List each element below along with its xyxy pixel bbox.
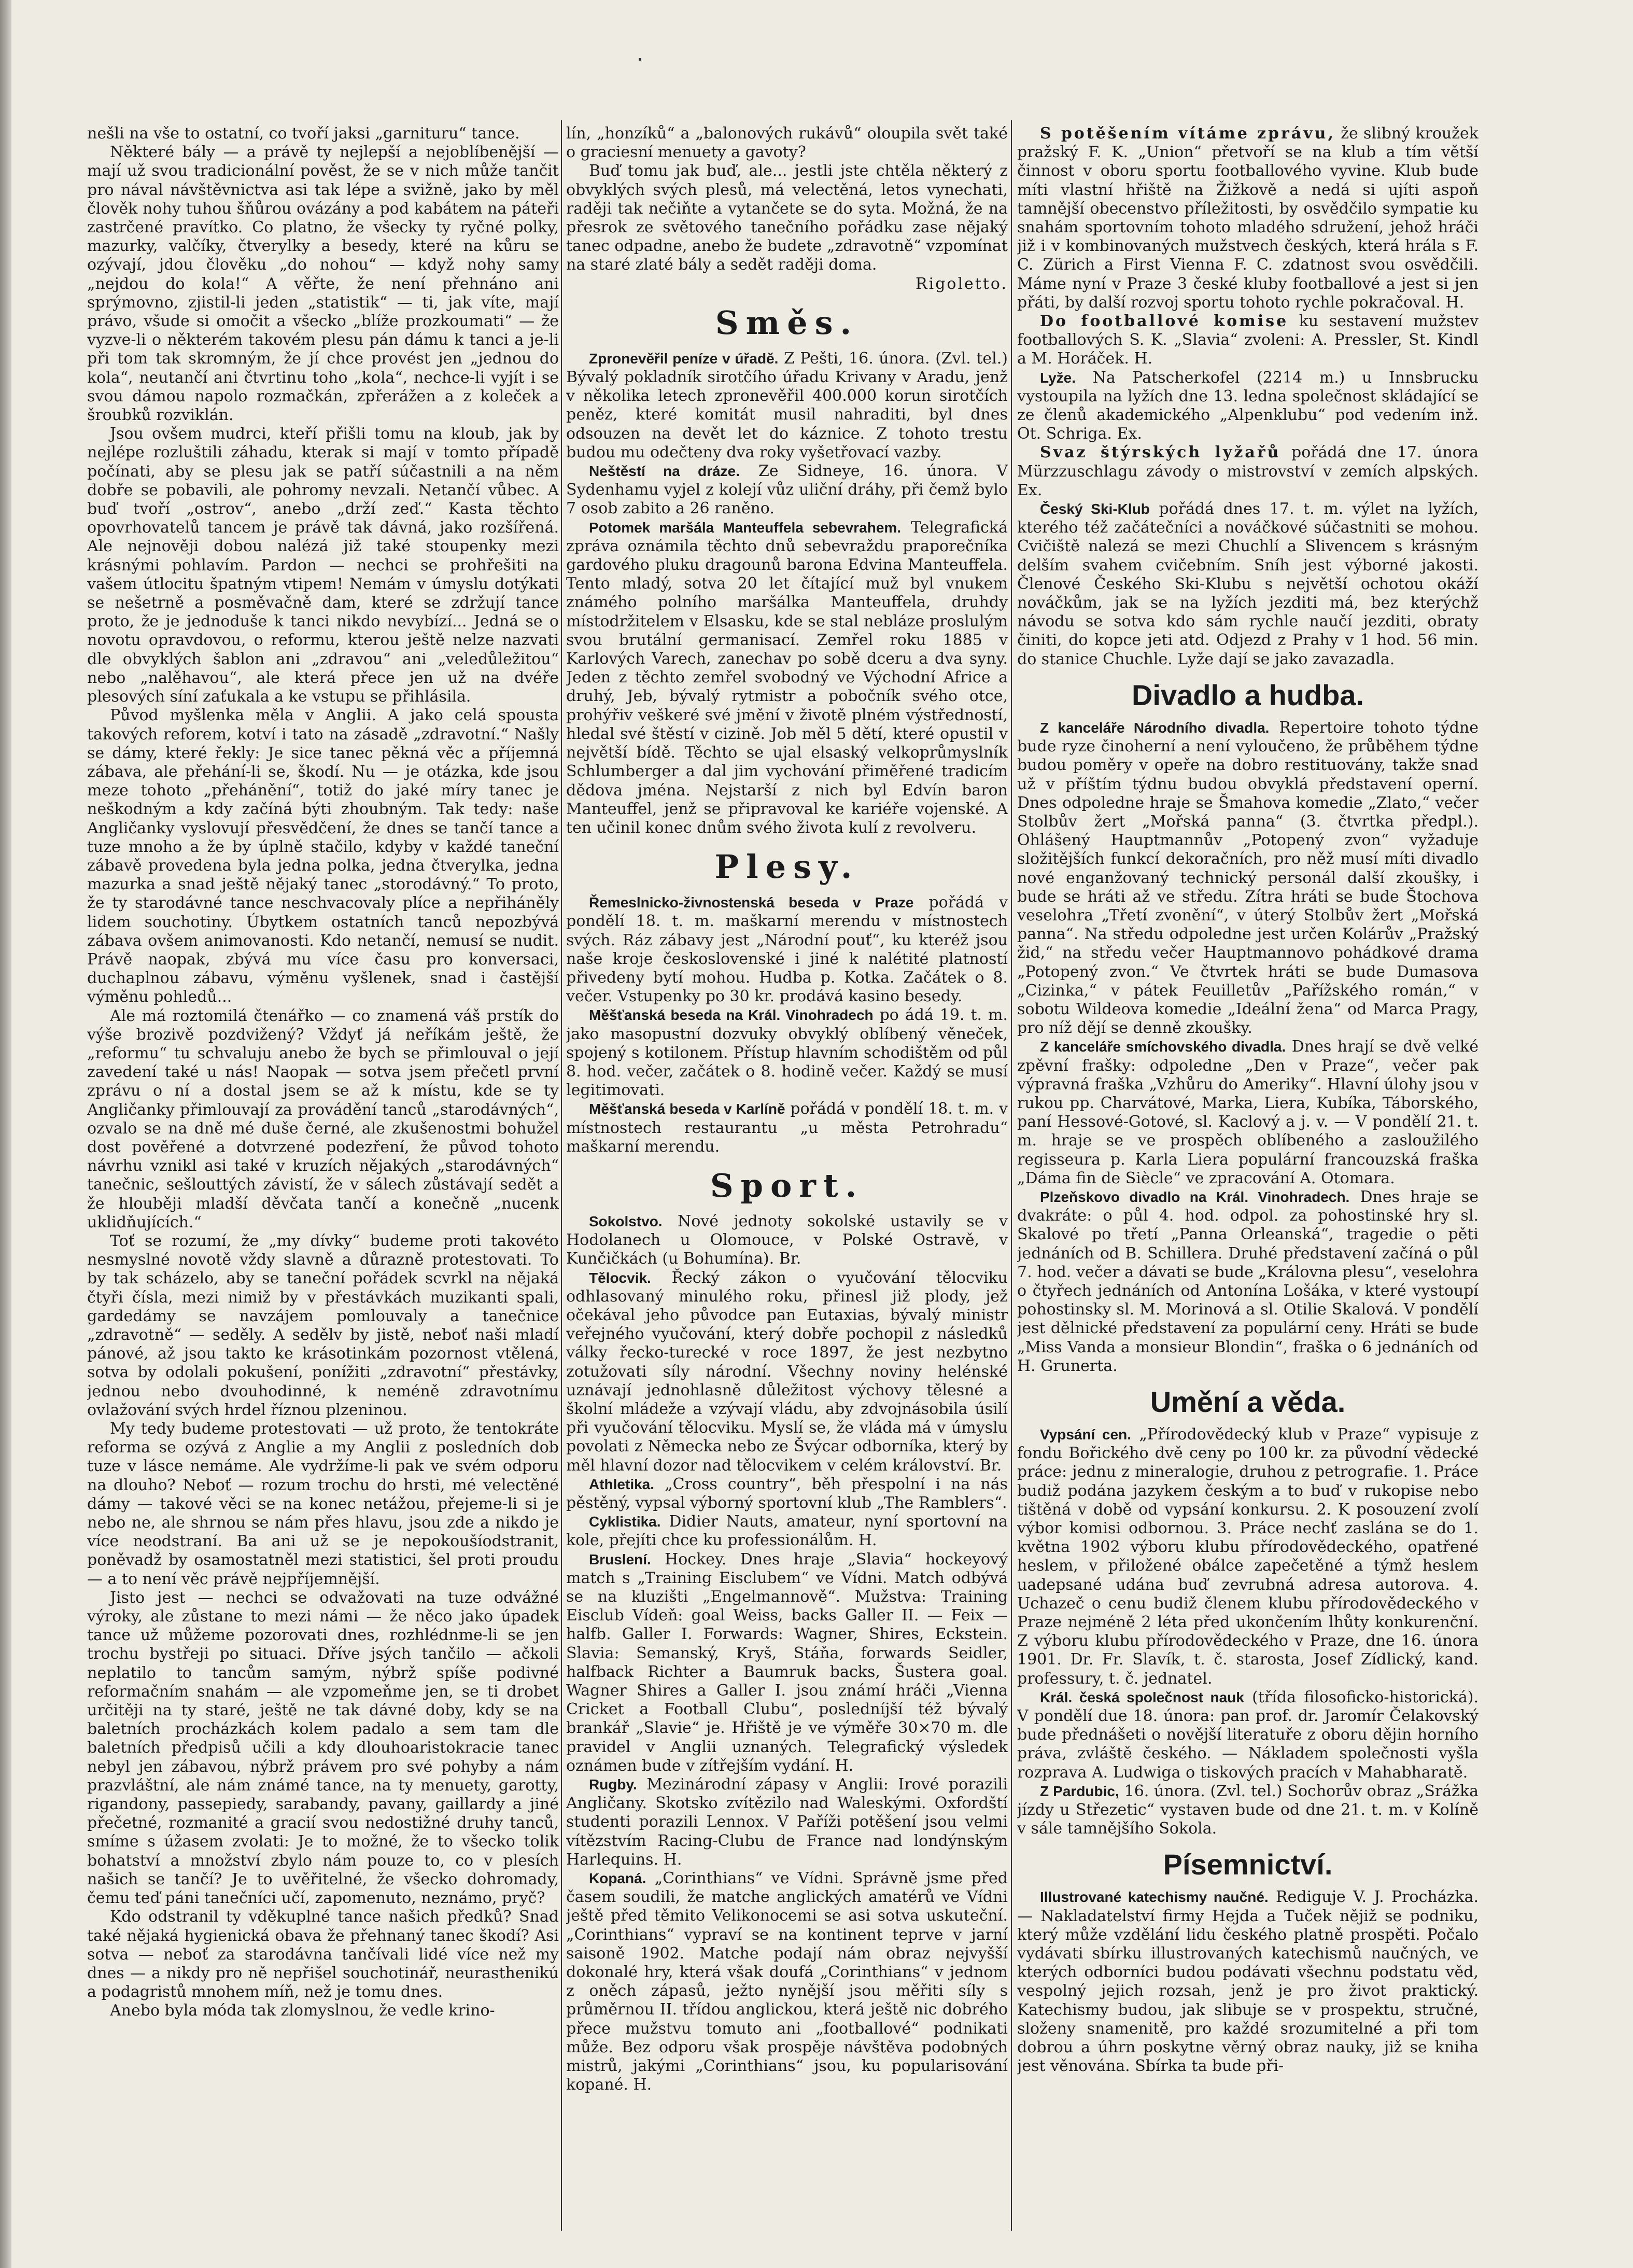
news-text: „Cross country“, běh přespolní i na nás pěstěný, vypsal výborný sportovní klub „The Ramblers“. — [566, 1475, 1008, 1512]
news-text: že slibný kroužek pražský F. K. „Union“ přetvoří se na klub a tím větší činnost v oboru sportu footballového vyvine. Klub bude míti vlastní hřiště na Žižkově a nedá si ujíti aspoň tamnější obecenstvo příležitosti, by osvědčilo sympatie ku snahám sportovním tohoto mladého sdružení, jehož hráči již i v kombinovaných mužstvech českých, která hrála s F. C. Zürich a First Vienna F. C. zdatnost svou osvědčili. Máme nyní v Praze 3 české kluby footballové a jest si jen přáti, by další rozvoj sportu tohoto rychle pokračoval. — [1017, 124, 1479, 312]
news-item — [566, 1212, 1008, 1269]
news-item — [1017, 1425, 1479, 1688]
news-item — [1017, 719, 1479, 1038]
news-lead: Vypsání cen. — [1040, 1426, 1131, 1443]
news-lead: Měšťanská beseda na Král. Vinohradech — [589, 1007, 874, 1024]
paragraph: Jisto jest — nechci se odvažovati na tuze odvážné výroky, ale zůstane to mezi námi — že něco jako úpadek tance už můžeme pozorovati dnes, rozhlédnme-li se jen trochu bystřeji po situaci. Dříve jsých tančilo — ačkoli neplatilo to tancům samým, nýbrž spíše podivné reformačním snahám — ale vzpomeňme jen, se ti drobet určitěji na ty staré, ještě ne tak dávné doby, kdy se na baletních procházkách kolem padalo a sem tam dle baletních předpisů učili a kdy dlouhoaristokracie tanec nebyl jen zábavou, nýbrž právem pro své pohyby a nám prazvláštní, ale nám známé tance, na ty menuety, garotty, rigandony, passepiedy, sarabandy, pavany, gaillardy a jiné přečetné, rozmanité a gracií svou nedostižné druhy tanců, smíme s úžasem zvolati: Je to možné, že to všecko tolik bohatství a množství zbylo nám pouze to, co v plesích našich se tančí? Je to uvěřitelné, že všecko dohromady, čemu teď páni tanečníci učí, zapomenuto, neznámo, pryč? — [87, 1588, 559, 1908]
news-item — [1017, 1688, 1479, 1782]
section-heading-divadlo: Divadlo a hudba. — [1131, 678, 1364, 711]
section-heading-umeni: Umění a věda. — [1150, 1385, 1346, 1418]
news-text: Na Patscherkofel (2214 m.) u Innsbrucku vystoupila na lyžích dne 13. ledna společnost skládající se ze členů akademického „Alpenklubu“ pod vedením inž. Ot. Schriga. — [1017, 368, 1479, 443]
news-lead: Zpronevěřil peníze v úřadě. — [589, 350, 779, 367]
news-lead: Plzeňskovo divadlo na Král. Vinohradech. — [1040, 1188, 1350, 1205]
news-item — [1017, 1888, 1479, 2076]
news-lead: Potomek maršála Manteuffela sebevrahem. — [589, 519, 902, 536]
news-text: Z Pešti, 16. února. (Zvl. tel.) Bývalý pokladník sirotčího úřadu Krivany v Aradu, jenž v několika letech zpronevěřil 400.000 korun sirotčích peněz, které komitát musil nahraditi, byl dnes odsouzen na devět let do káznice. Z tohoto trestu budou mu odečteny dva roky vyšetřovací vazby. — [566, 349, 1008, 461]
news-item — [566, 1775, 1008, 1869]
news-signature: H. — [858, 1531, 877, 1550]
news-item — [566, 1475, 1008, 1513]
paragraph: Buď tomu jak buď, ale... jestli jste chtěla některý z obvyklých svých plesů, má velectěná, letos vynechati, raději tak nečiňte a vytančete se do syta. Možná, že na přesrok ze světového tanečního pořádku zase nějaký tanec odpadne, anebo že budete „zdravotně“ vzpomínat na staré zlaté bály a sedět raději doma. — [566, 162, 1008, 274]
section-heading-plesy: Plesy. — [714, 848, 860, 886]
news-text: Didier Nauts, amateur, nyní sportovní na kole, přejíti chce ku professionálům. — [566, 1513, 1008, 1550]
news-text: ku sestavení mužstev footballových S. K. „Slavia“ zvoleni: A. Pressler, St. Kindl a M. Horáček. — [1017, 312, 1479, 368]
paragraph: Jsou ovšem mudrci, kteří přišli tomu na kloub, jak by nejlépe rozluštili záhadu, kterak si mají v tomto případě počínati, aby se plesu jak se patří súčastnili a na něm dobře se pobavili, ale pohromy nevzali. Netančí vůbec. A buď tvoří „ostrov“, anebo „drží zeď.“ Kasta těchto opovrhovatelů tancem je právě tak dávná, jako rozšířená. Ale nejnověji dobou nalézá již také stoupenky mezi krásnými pohlavím. Pardon — nechci se prohřešiti na vašem útlocitu špatným vtipem! Nemám v úmyslu dotýkati se nešetrně a posměvačně dam, které se zdržují tance proto, že je jednoduše k tanci nikdo nevybízí... Jedná se o novotu opravdovou, o reformu, kterou ještě nelze nazvati dle obvyklých šablon ani „zdravou“ ani „veledůležitou“ nebo „nalěhavou“, ale která přece jen už na dvéře plesových síní zaťukala a ke vstupu se přihlásila. — [87, 425, 559, 706]
news-item — [1017, 443, 1479, 500]
section-heading-sport: Sport. — [710, 1166, 864, 1205]
news-text: Dnes hraje se dvakráte: o půl 4. hod. odpol. za pohostinské hry sl. Skalové po třetí „Panna Orleanská“, tragedie o pěti jednáních od B. Schillera. Druhé představení začíná o půl 7. hod. večer a dávati se bude „Královna plesu“, veselohra o čtyřech jednáních od Antonína Lošáka, v které vystoupí pohostinsky sl. M. Morinová a sl. Otilie Skalová. V pondělí jest dělnické představení za populární ceny. Hráti se bude „Miss Vanda a monsieur Blondin“, fraška o 6 jednáních od H. Grunerta. — [1017, 1187, 1479, 1375]
column-right — [1017, 124, 1479, 2224]
news-item — [1017, 1038, 1479, 1188]
news-text: Nové jednoty sokolské ustavily se v Hodolanech u Olomouce, v Polské Ostravě, v Kunčičkách (u Bohumína). — [566, 1212, 1008, 1268]
news-lead: Tělocvik. — [589, 1269, 651, 1286]
news-text: „Přírodovědecký klub v Praze“ vypisuje z fondu Bořického dvě ceny po 100 kr. za původní vědecké práce: jednu z mineralogie, druhou z petrografie. 1. Práce budiž podána jazykem českým a to buď v rukopise nebo tištěná v době od vypsání konkursu. 2. K posouzení zvolí výbor komisi odbornou. 3. Práce nechť zaslána se do 1. května 1902 výboru klubu přírodovědeckého, opatřené heslem, v přiložené obálce zapečetěné a týmž heslem uadepsané udána buď zevrubná adresa autorova. 4. Uchazeč o cenu budiž členem klubu přírodovědeckého v Praze nejméně 2 léta před ukončením lhůty konkurenční. Z výboru klubu přírodovědeckého v Praze, dne 16. února 1901. Dr. Fr. Slavík, t. č. starosta, Josef Zídlický, kand. professury, t. č. jednatel. — [1017, 1425, 1479, 1688]
news-text: Řecký zákon o vyučování tělocviku odhlasovaný minulého roku, přinesl již plody, jež očekával jeho původce pan Eutaxias, bývalý ministr veřejného vyučování, který dobře pochopil z následků války řecko-turecké v roce 1897, že jest nezbytno zotužovati síly národní. Všechny noviny helénské uznávají jednohlasně důležitost výchovy tělesné a školní mládeže a vzývají vládu, aby zdvojnásobila úsilí při vyučování tělocviku. Myslí se, že vláda má v úmyslu povolati z Německa nebo ze Švýcar odborníka, který by měl hlavní dozor nad tělocvikem v celém království. — [566, 1268, 1008, 1475]
news-lead: Z kanceláře Národního divadla. — [1040, 719, 1270, 736]
news-text: Telegrafická zpráva oznámila těchto dnů sebevraždu praporečníka gardového pluku dragounů barona Edvina Manteuffela. Tento mladý, sotva 20 let čítající muž byl vnukem známého polního maršálka Manteuffela, druhdy místodržitelem v Elsasku, kde se stal nebláze proslulým svou brutální germanisací. Zemřel roku 1885 v Karlových Varech, zanechav po sobě dceru a dva syny. Jeden z těchto zemřel svobodný ve Východní Africe a druhý, Jeb, bývalý rytmistr a pobočník svého otce, prohýřiv veškeré své jmění v životě plném výstředností, hledal své štěstí v cizině. Job měl 5 dětí, které opustil v největší bídě. Těchto se ujal elsaský velkoprůmyslník Schlumberger a dal jim vychování přiměřené tradicím dědova jména. Nejstarší z nich byl Edvín baron Manteuffel, jenž se připravoval ke kariéře vojenské. A ten učinil konec dnům svého života kulí z revolveru. — [566, 518, 1008, 837]
news-text: 16. února. (Zvl. tel.) Sochorův obraz „Srážka jízdy u Střezetic“ vystaven bude od dne 21. t. m. v Kolíně v sále tamnějšího Sokola. — [1017, 1782, 1479, 1838]
section-heading-pisemnictvi: Písemnictví. — [1163, 1848, 1333, 1881]
news-lead: Sokolstvo. — [589, 1213, 663, 1229]
news-lead: Illustrované katechismy naučné. — [1040, 1889, 1269, 1906]
news-item — [566, 1513, 1008, 1550]
news-lead: Lyže. — [1040, 369, 1076, 386]
news-item — [566, 1006, 1008, 1100]
news-text: (třída filosoficko-historická). V pondělí due 18. února: pan prof. dr. Jaromír Čelakovský bude přednášeti o novější literatuře z oboru dějin horního práva, zvláště českého. — Nákladem společnosti vyšla rozprava A. Ludwiga o tiskových pracích v Mahabharatě. — [1017, 1688, 1479, 1782]
news-lead: Cyklistika. — [589, 1514, 661, 1530]
news-text: Rediguje V. J. Procházka. — Nakladatelství firmy Hejda a Tuček nějiž se podniku, který může vzdělání lidu českého platně prospěti. Počalo vydávati sbírku illustrovaných katechismů naučných, ve kterých odborníci budou podávati všechnu podstatu věd, vespolný jejich rozsah, jenž je pro život praktický. Katechismy budou, jak slibuje se v prospektu, stručné, složeny snamenitě, pro každé srozumitelné a při tom dobrou a úhrn poskytne věrný obraz nauky, již se kniha jest věnována. Sbírka ta bude při- — [1017, 1888, 1479, 2076]
news-text: Hockey. Dnes hraje „Slavia“ hockeyový match s „Training Eisclubem“ ve Vídni. Match odbývá se na kluzišti „Engelmannově“. Mužstva: Training Eisclub Vídeň: goal Weiss, backs Galler II. — Feix — halfb. Galler I. Forwards: Wagner, Shires, Eckstein. Slavia: Semanský, Kryš, Stáňa, forwards Seidler, halfback Richter a Baumruk backs, Šustera goal. Wagner Shires a Galler I. jsou známí hráči „Vienna Cricket a Football Clubu“, posledníjší též bývalý brankář „Slavie“ je. Hřiště je ve výměře 30×70 m. dle pravidel v Anglii uznaných. Telegrafický výsledek oznámen bude v zítřejším vydání. — [566, 1550, 1008, 1775]
news-signature: Ex. — [1017, 481, 1043, 499]
news-item — [1017, 500, 1479, 669]
news-lead: S potěšením vítáme zprávu, — [1040, 124, 1335, 143]
news-signature: H. — [633, 2076, 652, 2094]
paragraph: My tedy budeme protestovati — už proto, že tentokráte reforma se ozývá z Anglie a my Anglii z posledních dob tuze v lásce nemáme. Ale vydržíme-li pak ve svém odporu na dlouho? Neboť — rozum trochu do hrsti, mé velectěné dámy — takové věci se na konec netážou, přejeme-li si je nebo ne, ale shrnou se nám přes hlavu, jsou zde a nikdo je více neodstraní. Ba ani už se je nepokoušíodstranit, poněvadž by osamostatněl mezi statistici, šel proti proudu — a to není věc právě nejpříjemnější. — [87, 1420, 559, 1588]
news-item — [1017, 312, 1479, 369]
news-text: po ádá 19. t. m. jako masopustní dozvuky obvyklý oblíbený věneček, spojený s kotilonem. Přístup hlavním schodištěm od půl 8. hod. večer, začátek o 8. hodině večer. Každý se musí legitimovati. — [566, 1006, 1008, 1100]
news-lead: Z kanceláře smíchovského divadla. — [1040, 1039, 1286, 1055]
news-signature: Br. — [979, 1456, 1002, 1475]
page-edge-shadow — [0, 0, 11, 2268]
news-item — [566, 519, 1008, 837]
news-signature: Br. — [779, 1250, 801, 1268]
news-lead: Svaz štýrských lyžařů — [1040, 443, 1281, 462]
news-text: pořádá v pondělí 18. t. m. v místnostech restaurantu „u města Petrohradu“ maškarní merendu. — [566, 1100, 1008, 1156]
paragraph: Některé bály — a právě ty nejlepší a nejoblíbenější — mají už svou tradicionální pověst, že se v nich může tančit pro nával návštěvnictva asi tak lépe a svižně, jako by měl člověk nohy tuhou šňůrou ovázány a pod kabátem na páteři zastrčené pravítko. Co platno, že všecky ty ryčné polky, mazurky, valčíky, čtverylky a besedy, které na kůru se ozývají, jdou člověku „do nohou“ — když nohy samy „nejdou do kola!“ A věřte, že není přehnáno ani sprýmovno, zjistil-li jeden „statistik“ — ti, jak víte, mají právo, všude si omočit a všecko „blíže prozkoumati“ — že vyzve-li o některém takovém plesu pán dámu k tanci a je-li při tom tak skromným, že jí chce provést jen „jednou do kola“, neutančí ani čtvrtinu toho „kola“, nechce-li vyjít i se svou dámou napolo rozmačkán, zpřerážen a z koleček a šroubků rozviklán. — [87, 143, 559, 425]
news-text: Dnes hrají se dvě velké zpěvní frašky: odpoledne „Den v Praze“, večer pak výpravná fraška „Vzhůru do Ameriky“. Hlavní úlohy jsou v rukou pp. Charvátové, Marka, Liera, Kubíka, Táborského, paní Hessové-Gotové, sl. Kaclový a j. v. — V pondělí 21. t. m. hraje se ve prospěch oblíbeného a zasloužilého regisseura p. Karla Liera populární francouzská fraška „Dáma fin de Siècle“ ve zpracování A. Otomara. — [1017, 1038, 1479, 1187]
news-lead: Athletika. — [589, 1476, 655, 1492]
news-lead: Řemeslnicko-živnostenská beseda v Praze — [589, 894, 914, 911]
news-item — [566, 1269, 1008, 1475]
column-rule — [1011, 120, 1012, 2231]
news-signature: H. — [1445, 293, 1465, 312]
news-lead: Král. česká společnost nauk — [1040, 1689, 1244, 1705]
paragraph: Anebo byla móda tak zlomyslnou, že vedle krino- — [110, 2001, 495, 2020]
paragraph: nešli na vše to ostatní, co tvoří jaksi „garnituru“ tance. — [87, 124, 520, 143]
news-item — [566, 349, 1008, 462]
news-item — [566, 893, 1008, 1006]
news-item — [1017, 124, 1479, 312]
news-lead: Měšťanská beseda v Karlíně — [589, 1101, 785, 1117]
news-text: Mezinárodní zápasy v Anglii: Irové porazili Angličany. Skotsko zvítězilo nad Waleskými. Oxfordští studenti porazili Lennox. V Paříži potěšení jsou velmi vítězstvím Racing-Clubu de France nad londýnským Harlequins. — [566, 1775, 1008, 1869]
news-item — [566, 1869, 1008, 2094]
news-signature: H. — [835, 1756, 854, 1775]
news-lead: Neštěstí na dráze. — [589, 463, 740, 480]
news-item — [1017, 1188, 1479, 1376]
news-text: „Corinthians“ ve Vídni. Správně jsme před časem soudili, že matche anglických amatérů ve Vídni ještě před těmito Velikonocemi se asi sotva uskuteční. „Corinthians“ vypraví se na kontinent teprve v jarní saisoně 1902. Matche podají nám obraz nejvyšší dokonalé hry, která však doufá „Corinthians“ v jednom z oněch zápasů, ježto nynější jsou měřiti síly s průměrnou II. třídou anglickou, která ještě nic dobrého přece mužstvu tomuto ani „footballové“ podnikati může. Bez odporu však prospěje návštěva podobných mistrů, jakými „Corinthians“ jsou, ku popularisování kopané. — [566, 1869, 1008, 2094]
news-signature: H. — [1134, 349, 1153, 368]
speck-mark — [639, 58, 641, 61]
column-middle — [566, 124, 1008, 2224]
news-text: Ze Sidneye, 16. února. V Sydenhamu vyjel z kolejí vůz uliční dráhy, při čemž bylo 7 osob zabito a 26 raněno. — [566, 462, 1008, 518]
paragraph: Toť se rozumí, že „my dívky“ budeme proti takovéto nesmyslné novotě vždy slavně a důrazně protestovati. To by tak scházelo, aby se taneční pořádek scvrkl na nějaká čtyři čísla, mezi nimiž by v přestávkách muzikanti spali, gardedámy se navzájem pomlouvaly a tanečnice „zdravotně“ — seděly. A sedělv by jistě, neboť naši mladí pánové, až jsou takto ke krásotinkám pozornost vtělená, sotva by odolali pokušení, ponížiti „zdravotní“ přestávky, jednou nebo dvouhodinné, k neméně zdravotnímu ovlažování svých hrdel říznou plzeninou. — [87, 1231, 559, 1419]
news-lead: Z Pardubic, — [1040, 1783, 1119, 1799]
paragraph: Původ myšlenka měla v Anglii. A jako celá spousta takových reforem, kotví i tato na zásadě „zdravotní.“ Našly se dámy, které řekly: Je sice tanec pěkná věc a příjemná zábava, ale přehání-li se, škodí. Nu — je otázka, kde jsou meze tohoto „přehánění“, totiž do jaké míry tanec je neškodným a kdy začíná býti zhoubným. Tak tedy: naše Angličanky vyslovují přesvědčení, že dnes se tančí tance a tuze mnoho a že by úplně stačilo, kdyby v každé taneční zábavě provedena byla jedna polka, jedna čtverylka, jedna mazurka a snad ještě nějaký tanec „storodávný.“ To proto, že ty starodávné tance neschvacovaly plíce a nepřiháněly lidem souchotiny. Úbytkem ostatních tanců nepozbývá zábava ovšem animovanosti. Kdo netančí, nemusí se nudit. Právě naopak, zbývá mu více času pro konversaci, duchaplnou zábavu, výměnu vyšlenek, snad i častější výměnu pohledů... — [87, 706, 559, 1006]
news-item — [566, 1550, 1008, 1775]
news-signature: H. — [663, 1850, 682, 1869]
news-item — [1017, 369, 1479, 444]
paragraph: Ale má roztomilá čtenářko — co znamená váš prstík do výše brozivě pozdvižený? Vždyť já neříkám ještě, že „reformu“ tu schvaluju anebo že bych se přimlouval o její zavedení také u nás! Naopak — sotva jsem přečetl první zprávu o ní a dostal jsem se až k místu, kde se ty Angličanky přimlouvají za provádění tanců „starodávných“, ozvalo se na dně mé duše černé, ale zkušenostmi bohužel dost pověřené a dotvrzené podezření, že původ tohoto návrhu vznikl asi také v kruzích nějakých „starodávných“ tanečnic, sešlouttých závistí, že v sálech zůstávají sedět a že hlouběji mladší děvčata tančí a konečně „nucenk uklidňujících.“ — [87, 1006, 559, 1231]
news-signature: Ex. — [1117, 425, 1142, 443]
news-lead: Rugby. — [589, 1776, 637, 1793]
news-text: pořádá dnes 17. t. m. výlet na lyžích, kterého též začátečníci a nováčkové súčastniti se mohou. Cvičiště nalezá se mezi Chuchlí a Slivencem s krásným delším svahem cvičebním. Sníh jest výborné jakosti. Členové Českého Ski-Klubu s největší ochotou okáží nováčkům, jak se na lyžích jezditi má, bez kterýchž návodu se sotva kdo sám rychle naučí jezditi, obraty činiti, do kopce jeti atd. Odjezd z Prahy v 1 hod. 56 min. do stanice Chuchle. Lyže dají se jako zavazadla. — [1017, 500, 1479, 668]
section-heading-smes: Směs. — [715, 303, 859, 342]
news-lead: Kopaná. — [589, 1870, 646, 1887]
news-item — [566, 462, 1008, 519]
column-left — [87, 124, 559, 2224]
news-text: pořádá dne 17. února Mürzzuschlagu závody o mistrovství v zemích alpských. — [1017, 443, 1479, 481]
news-item — [566, 1100, 1008, 1156]
news-text: pořádá v pondělí 18. t. m. maškarní merendu v místnostech svých. Ráz zábavy jest „Národní pouť“, ku kteréž jsou naše kroje československé i jiné k nalétité platností přivedeny bytí mohou. Hudba p. Kotka. Začátek o 8. večer. Vstupenky po 30 kr. prodává kasino besedy. — [566, 893, 1008, 1006]
news-lead: Do footballové komise — [1040, 312, 1289, 331]
column-rule — [561, 120, 562, 2231]
author-signature: Rigoletto. — [916, 274, 1008, 293]
news-text: Repertoire tohoto týdne bude ryze činoherní a není vyloučeno, že průběhem týdne budou poměry v opeře na dobro restituovány, takže snad už v příštím týdnu budou obvyklá představení operní. Dnes odpoledne hraje se Šmahova komedie „Zlato,“ večer Stolbův žert „Mořská panna“ (3. čtvrtka předpl.). Ohlášený Hauptmannův „Potopený zvon“ vyžaduje složitějších funkcí dekoračních, pro něž musí míti divadlo nové enganžovaný technický personál další zkoušky, i bude se hráti až ve středu. Zítra hráti se bude Štochova veselohra „Třetí zvonění“, v úterý Stolbův žert „Mořská panna“. Na středu odpoledne jest určen Kolárův „Pražský žid,“ na středu večer Hauptmannovo pohádkové drama „Potopený zvon.“ Ve čtvrtek hráti se bude Dumasova „Cizinka,“ v pátek Feuilletův „Pařížského román,“ v sobotu Wildeova komedie „Ideální žena“ od Marca Pragy, pro níž dějí se denně zkoušky. — [1017, 718, 1479, 1038]
news-lead: Český Ski-Klub — [1040, 501, 1150, 517]
paragraph: lín, „honzíků“ a „balonových rukávů“ oloupila svět také o graciesní menuety a gavoty? — [566, 124, 1008, 162]
paragraph: Kdo odstranil ty vděkuplné tance našich předků? Snad také nějaká hygienická obava že přehnaný tanec škodí? Asi sotva — neboť za starodávna tančívali lidé více než my dnes — a nikdy pro ně nepřišel souchotinář, neurasthenikú a podagristů mnohem míň, než je tomu dnes. — [87, 1908, 559, 2001]
news-lead: Bruslení. — [589, 1551, 651, 1567]
news-item — [1017, 1782, 1479, 1839]
